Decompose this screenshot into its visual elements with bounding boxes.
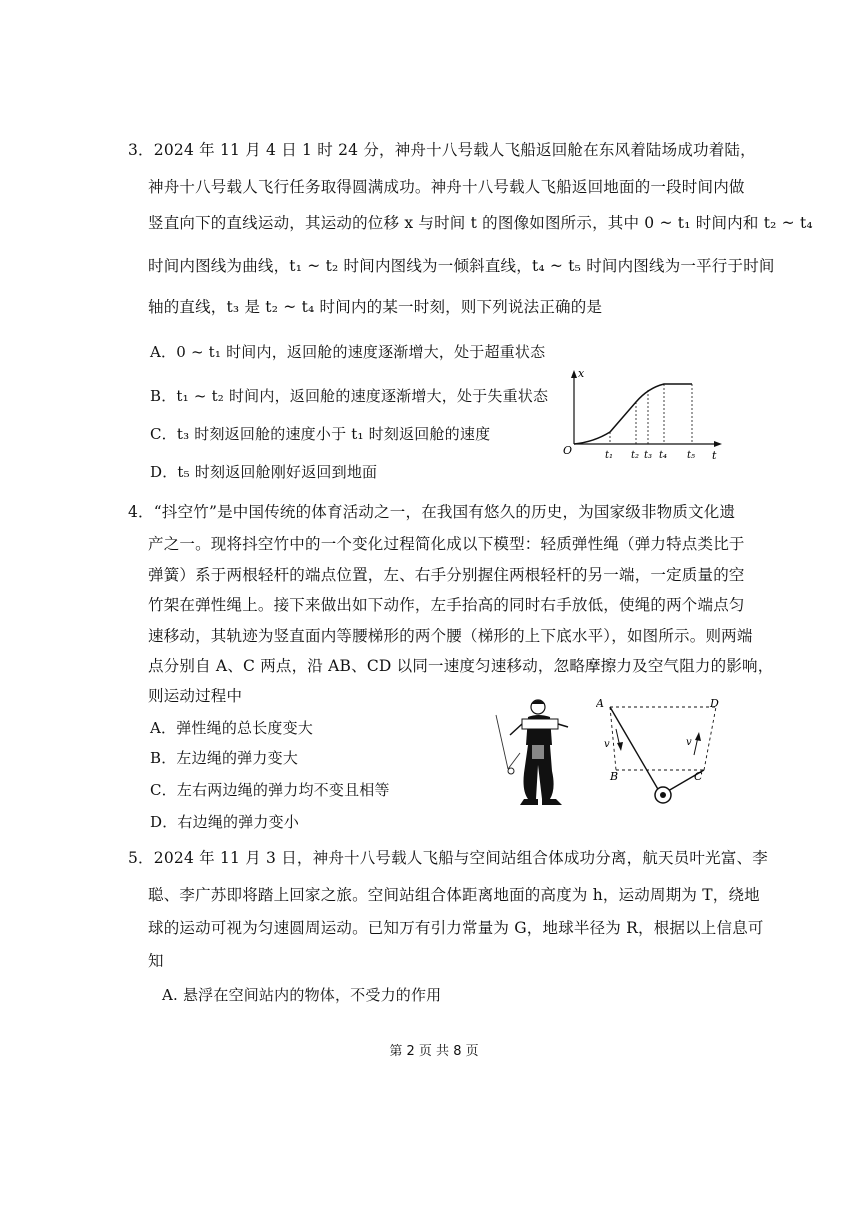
x-axis-label: x (578, 367, 585, 380)
q3-option-a: A．0 ~ t₁ 时间内，返回舱的速度逐渐增大，处于超重状态 (150, 343, 546, 361)
origin-label: O (563, 444, 573, 457)
diabolo-player-illustration (494, 695, 598, 813)
q3-line-4: 时间内图线为曲线，t₁ ~ t₂ 时间内图线为一倾斜直线，t₄ ~ t₅ 时间内图线为一平行于时间 (148, 257, 775, 275)
label-c: C (694, 770, 703, 783)
q5-line-4: 知 (148, 952, 164, 970)
trapezoid-diagram (596, 695, 738, 813)
q3-line-2: 神舟十八号载人飞行任务取得圆满成功。神舟十八号载人飞船返回地面的一段时间内做 (148, 178, 745, 196)
q5-line-2: 聪、李广苏即将踏上回家之旅。空间站组合体距离地面的高度为 h，运动周期为 T，绕地 (148, 886, 760, 904)
label-d: D (710, 697, 719, 710)
q4-line-3: 弹簧）系于两根轻杆的端点位置，左、右手分别握住两根轻杆的另一端，一定质量的空 (148, 566, 745, 584)
x-axis-arrow-icon (571, 370, 577, 378)
q5-line-3: 球的运动可视为匀速圆周运动。已知万有引力常量为 G，地球半径为 R，根据以上信息可 (148, 919, 764, 937)
diabolo-icon (508, 768, 514, 774)
q4-line-1: 4．“抖空竹”是中国传统的体育活动之一，在我国有悠久的历史，为国家级非物质文化遗 (128, 503, 736, 521)
v-arrow-down-icon (617, 742, 623, 751)
q3-option-c: C．t₃ 时刻返回舱的速度小于 t₁ 时刻返回舱的速度 (150, 425, 491, 443)
tick-t4: t₄ (659, 450, 668, 461)
tick-t5: t₅ (687, 450, 696, 461)
tick-t3: t₃ (644, 450, 653, 461)
q3-option-d: D．t₅ 时刻返回舱刚好返回到地面 (150, 463, 378, 481)
q5-line-1: 5．2024 年 11 月 3 日，神舟十八号载人飞船与空间站组合体成功分离，航天员叶光富、李 (128, 849, 768, 867)
t-axis-arrow-icon (714, 441, 722, 447)
q4-option-b: B．左边绳的弹力变大 (150, 749, 299, 767)
q3-line-1: 3．2024 年 11 月 4 日 1 时 24 分，神舟十八号载人飞船返回舱在东风着陆场成功着陆， (128, 141, 756, 159)
q4-option-a: A．弹性绳的总长度变大 (150, 719, 314, 737)
t-axis-label: t (712, 449, 717, 462)
tick-t2: t₂ (631, 450, 640, 461)
label-v-left: v (604, 739, 610, 750)
q4-option-d: D．右边绳的弹力变小 (150, 813, 300, 831)
q4-line-7: 则运动过程中 (148, 687, 243, 705)
q4-line-6: 点分别自 A、C 两点，沿 AB、CD 以同一速度匀速移动，忽略摩擦力及空气阻力的影响， (148, 657, 774, 675)
tick-t1: t₁ (605, 450, 614, 461)
q5-option-a: A. 悬浮在空间站内的物体，不受力的作用 (162, 986, 442, 1004)
q4-line-5: 速移动，其轨迹为竖直面内等腰梯形的两个腰（梯形的上下底水平），如图所示。则两端 (148, 627, 753, 645)
label-v-right: v (686, 737, 692, 748)
q3-option-b: B．t₁ ~ t₂ 时间内，返回舱的速度逐渐增大，处于失重状态 (150, 387, 549, 405)
q3-line-5: 轴的直线，t₃ 是 t₂ ~ t₄ 时间内的某一时刻，则下列说法正确的是 (148, 298, 603, 316)
v-arrow-up-icon (695, 732, 701, 741)
q4-line-4: 竹架在弹性绳上。接下来做出如下动作，左手抬高的同时右手放低，使绳的两个端点匀 (148, 596, 745, 614)
q4-line-2: 产之一。现将抖空竹中的一个变化过程简化成以下模型：轻质弹性绳（弹力特点类比于 (148, 535, 745, 553)
label-a: A (596, 697, 604, 710)
q3-line-3: 竖直向下的直线运动，其运动的位移 x 与时间 t 的图像如图所示，其中 0 ~ t₁ 时间内和 t₂ ~ t₄ (148, 214, 813, 232)
xt-graph (560, 366, 728, 466)
label-b: B (610, 770, 619, 783)
q4-option-c: C．左右两边绳的弹力均不变且相等 (150, 781, 390, 799)
page-footer: 第 2 页 共 8 页 (389, 1044, 479, 1059)
xt-curve (574, 384, 692, 444)
